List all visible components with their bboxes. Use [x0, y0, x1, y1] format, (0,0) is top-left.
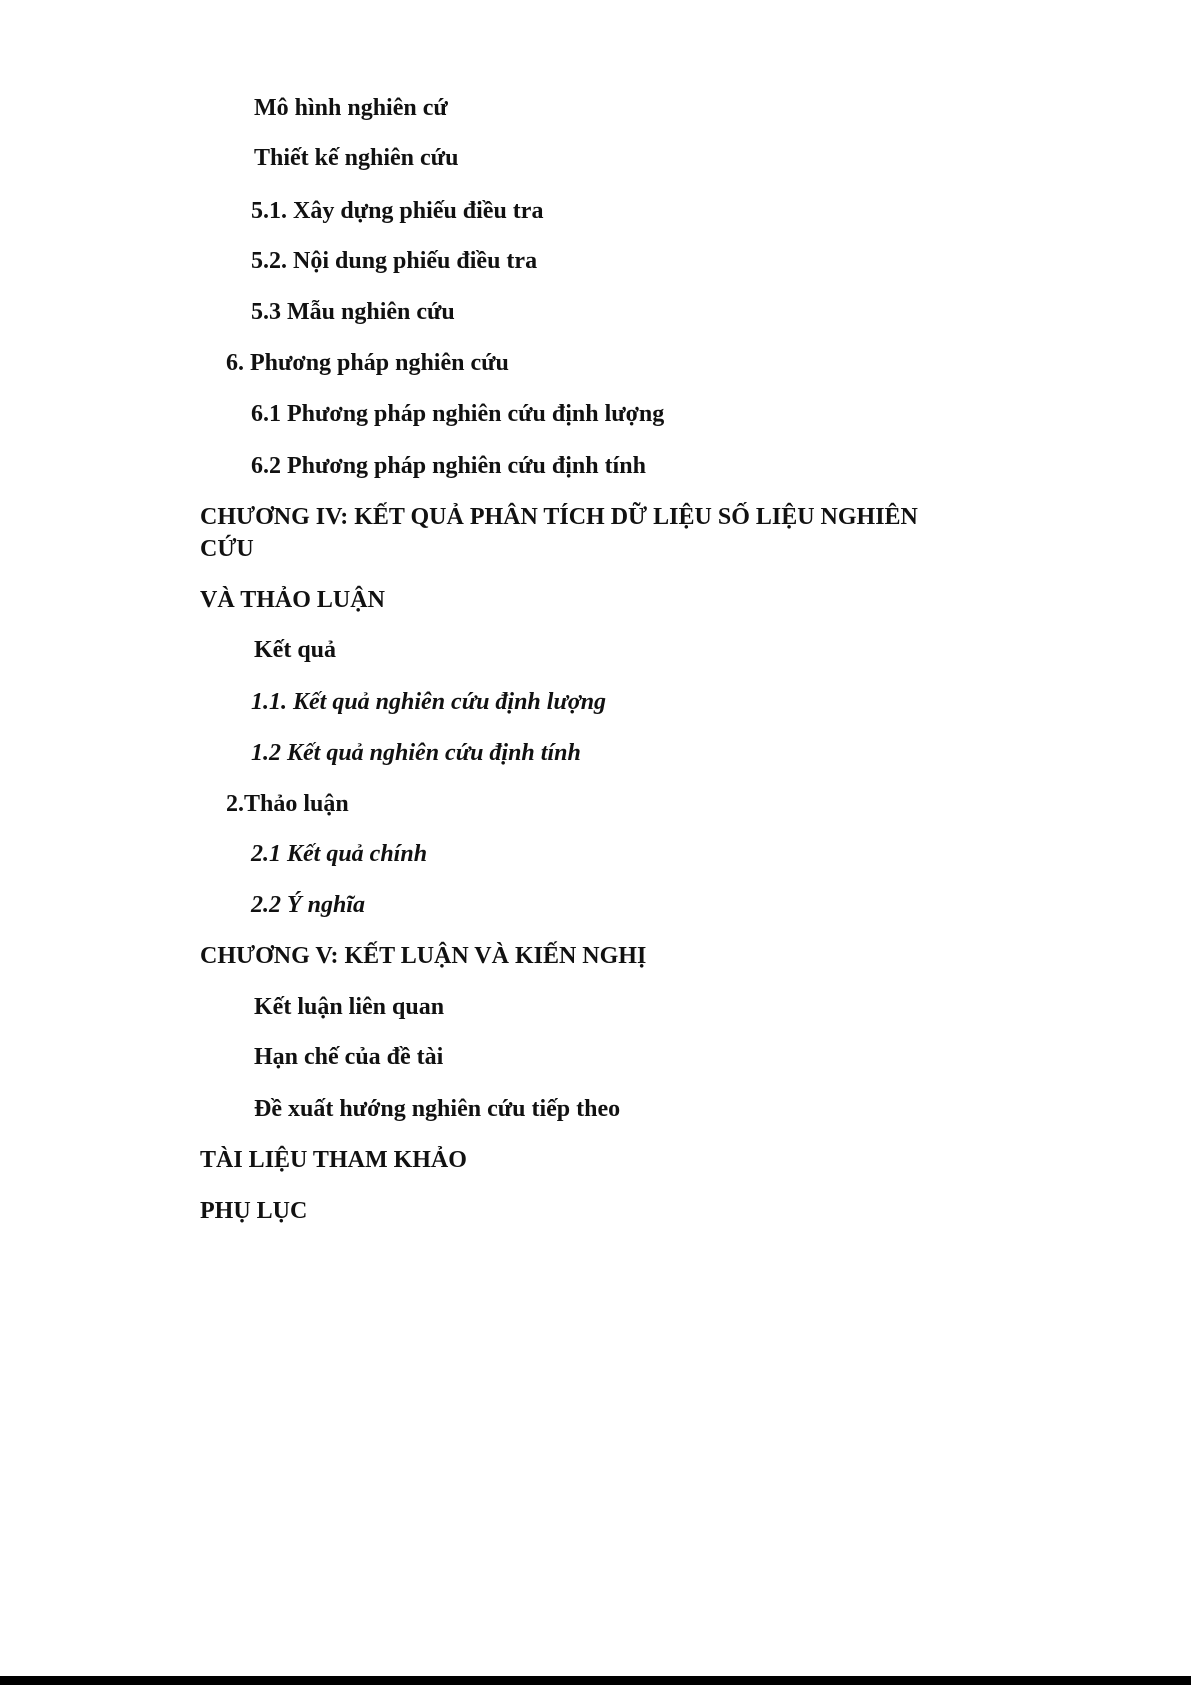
toc-entry-research-model: Mô hình nghiên cứ: [254, 95, 448, 121]
toc-entry-6-1: 6.1 Phương pháp nghiên cứu định lượng: [251, 401, 665, 427]
toc-entry-2-2: 2.2 Ý nghĩa: [251, 892, 366, 918]
page-bottom-border: [0, 1676, 1191, 1685]
toc-references: TÀI LIỆU THAM KHẢO: [200, 1147, 467, 1173]
toc-entry-1-2: 1.2 Kết quả nghiên cứu định tính: [251, 740, 581, 766]
toc-chapter-4-title: CHƯƠNG IV: KẾT QUẢ PHÂN TÍCH DỮ LIỆU SỐ LIỆU NGHIÊN: [200, 504, 918, 530]
toc-entry-results: Kết quả: [254, 637, 337, 663]
toc-entry-research-design: Thiết kế nghiên cứu: [254, 145, 459, 171]
toc-entry-conclusions: Kết luận liên quan: [254, 994, 445, 1020]
toc-chapter-4-title-cont: CỨU: [200, 536, 254, 562]
toc-entry-1-1: 1.1. Kết quả nghiên cứu định lượng: [251, 689, 607, 715]
toc-entry-5-1: 5.1. Xây dựng phiếu điều tra: [251, 198, 544, 224]
toc-entry-6: 6. Phương pháp nghiên cứu: [226, 350, 509, 376]
toc-entry-discussion: 2.Thảo luận: [226, 791, 349, 817]
toc-entry-5-3: 5.3 Mẫu nghiên cứu: [251, 299, 455, 325]
toc-entry-2-1: 2.1 Kết quả chính: [251, 841, 428, 867]
toc-chapter-5-title: CHƯƠNG V: KẾT LUẬN VÀ KIẾN NGHỊ: [200, 943, 647, 969]
toc-appendix: PHỤ LỤC: [200, 1198, 308, 1224]
toc-entry-future-research: Đề xuất hướng nghiên cứu tiếp theo: [254, 1096, 621, 1122]
toc-entry-6-2: 6.2 Phương pháp nghiên cứu định tính: [251, 453, 646, 479]
toc-chapter-4-subtitle: VÀ THẢO LUẬN: [200, 587, 385, 613]
toc-entry-limitations: Hạn chế của đề tài: [254, 1044, 444, 1070]
toc-entry-5-2: 5.2. Nội dung phiếu điều tra: [251, 248, 538, 274]
